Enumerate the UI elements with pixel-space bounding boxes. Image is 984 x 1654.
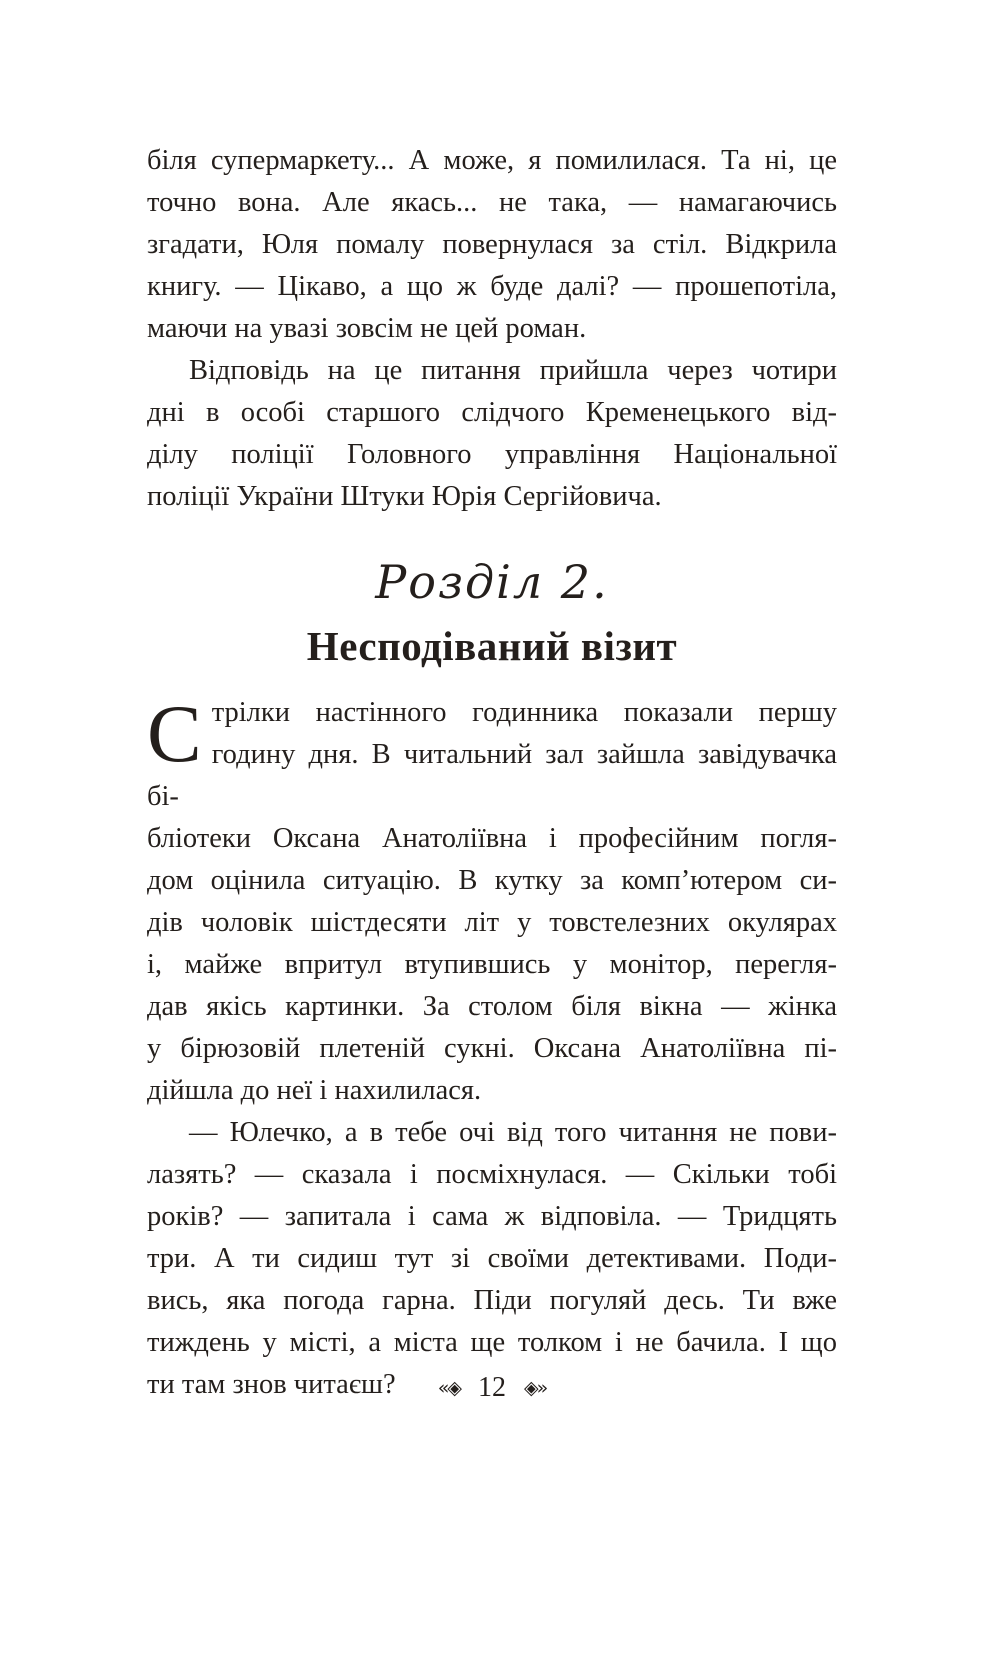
text-line: дійшла до неї і нахилилася.	[147, 1075, 482, 1106]
text-line: біля супермаркету... А може, я помилилася. Та ні, це	[147, 145, 837, 176]
text-line: бліотеки Оксана Анатоліївна і професійним погля-	[147, 823, 837, 854]
text-line: — Юлечко, а в тебе очі від того читання не пови-	[189, 1117, 837, 1148]
drop-cap: С	[147, 688, 202, 779]
text-line: ти там знов читаєш?	[147, 1369, 396, 1400]
text-line: і, майже впритул втупившись у монітор, перегля-	[147, 949, 837, 980]
text-line: годину дня. В читальний зал зайшла завідувачка бі-	[147, 739, 837, 812]
page-footer	[0, 1368, 984, 1410]
text-line: лазять? — сказала і посміхнулася. — Скільки тобі	[147, 1159, 837, 1190]
paragraph	[147, 140, 837, 350]
text-line: дів чоловік шістдесяти літ у товстелезних окулярах	[147, 907, 837, 938]
chapter-title: Несподіваний візит	[306, 623, 678, 669]
text-line: ділу поліції Головного управління Національної	[147, 439, 837, 470]
text-line: тиждень у місті, а міста ще толком і не бачила. І що	[147, 1327, 837, 1358]
text-line: дні в особі старшого слідчого Кременецького від-	[147, 397, 837, 428]
text-line: Відповідь на це питання прийшла через чотири	[189, 355, 837, 386]
diamond-ornament-left-icon: «◈	[437, 1377, 460, 1399]
text-line: три. А ти сидиш тут зі своїми детективами. Поди-	[147, 1243, 837, 1274]
text-line: згадати, Юля помалу повернулася за стіл. Відкрила	[147, 229, 837, 260]
diamond-ornament-right-icon: ◈»	[524, 1377, 547, 1399]
text-line: дом оцінила ситуацію. В кутку за комп’ютером си-	[147, 865, 837, 896]
text-line: маючи на увазі зовсім не цей роман.	[147, 313, 587, 344]
text-block	[147, 0, 837, 1406]
paragraph	[147, 1112, 837, 1406]
page-number: 12	[478, 1372, 506, 1403]
text-line: вись, яка погода гарна. Піди погуляй десь. Ти вже	[147, 1285, 837, 1316]
paragraph	[147, 688, 837, 1112]
text-line: книгу. — Цікаво, а що ж буде далі? — прошепотіла,	[147, 271, 837, 302]
chapter-label: Розділ 2.	[375, 555, 609, 609]
text-line: точно вона. Але якась... не така, — намагаючись	[147, 187, 837, 218]
paragraph	[147, 350, 837, 518]
text-line: у бірюзовій плетеній сукні. Оксана Анатоліївна пі-	[147, 1033, 837, 1064]
text-line: поліції України Штуки Юрія Сергійовича.	[147, 481, 662, 512]
text-line: трілки настінного годинника показали першу	[211, 697, 837, 728]
text-line: років? — запитала і сама ж відповіла. — Тридцять	[147, 1201, 837, 1232]
text-line: дав якісь картинки. За столом біля вікна — жінка	[147, 991, 837, 1022]
